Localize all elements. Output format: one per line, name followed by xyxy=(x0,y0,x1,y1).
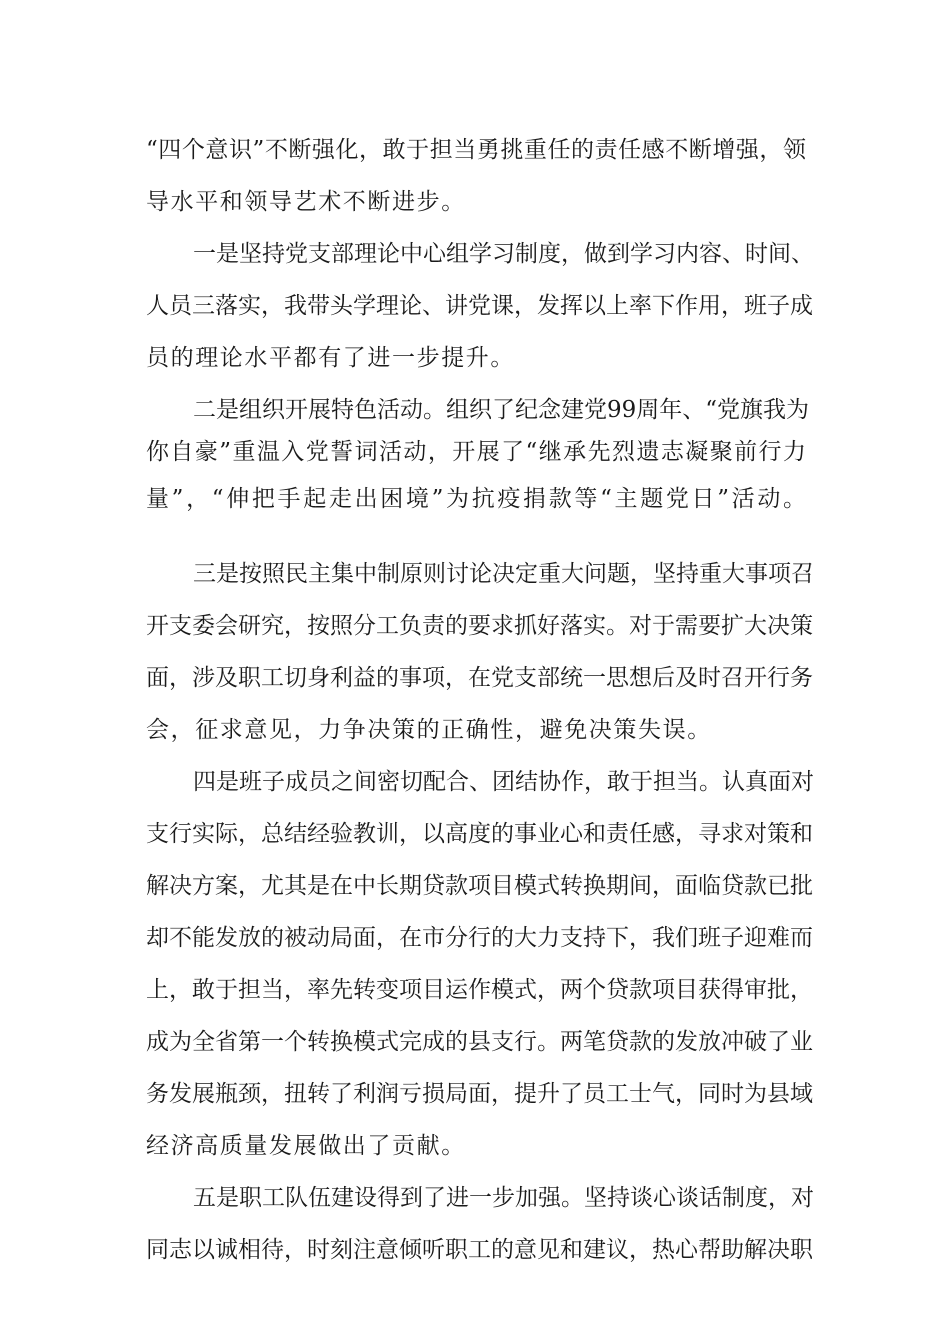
text-line: 会，征求意见，力争决策的正确性，避免决策失误。 xyxy=(146,717,712,743)
text-line: “四个意识”不断强化，敢于担当勇挑重任的责任感不断增强，领 xyxy=(146,137,806,163)
text-line: 四是班子成员之间密切配合、团结协作，敢于担当。认真面对 xyxy=(193,769,814,795)
text-line: 你自豪”重温入党誓词活动，开展了“继承先烈遗志凝聚前行力 xyxy=(146,439,806,465)
text-line: 导水平和领导艺术不断进步。 xyxy=(146,189,466,215)
text-line: 三是按照民主集中制原则讨论决定重大问题，坚持重大事项召 xyxy=(193,561,814,587)
text-line: 二是组织开展特色活动。组织了纪念建党99周年、“党旗我为 xyxy=(193,397,810,423)
text-line: 经济高质量发展做出了贡献。 xyxy=(146,1133,466,1159)
text-line: 务发展瓶颈，扭转了利润亏损局面，提升了员工士气，同时为县域 xyxy=(146,1081,813,1107)
text-line: 开支委会研究，按照分工负责的要求抓好落实。对于需要扩大决策 xyxy=(146,613,813,639)
text-line: 人员三落实，我带头学理论、讲党课，发挥以上率下作用，班子成 xyxy=(146,293,813,319)
text-line: 成为全省第一个转换模式完成的县支行。两笔贷款的发放冲破了业 xyxy=(146,1029,813,1055)
text-line: 却不能发放的被动局面，在市分行的大力支持下，我们班子迎难而 xyxy=(146,925,813,951)
text-line: 五是职工队伍建设得到了进一步加强。坚持谈心谈话制度，对 xyxy=(193,1185,814,1211)
text-line: 上，敢于担当，率先转变项目运作模式，两个贷款项目获得审批， xyxy=(146,977,813,1003)
text-line: 量”，“伸把手起走出困境”为抗疫捐款等“主题党日”活动。 xyxy=(146,486,806,512)
text-line: 同志以诚相待，时刻注意倾听职工的意见和建议，热心帮助解决职 xyxy=(146,1237,813,1263)
text-line: 员的理论水平都有了进一步提升。 xyxy=(146,345,515,371)
text-line: 一是坚持党支部理论中心组学习制度，做到学习内容、时间、 xyxy=(193,241,814,267)
text-line: 支行实际，总结经验教训，以高度的事业心和责任感，寻求对策和 xyxy=(146,821,813,847)
text-line: 面，涉及职工切身利益的事项，在党支部统一思想后及时召开行务 xyxy=(146,665,813,691)
text-line: 解决方案，尤其是在中长期贷款项目模式转换期间，面临贷款已批 xyxy=(146,873,813,899)
